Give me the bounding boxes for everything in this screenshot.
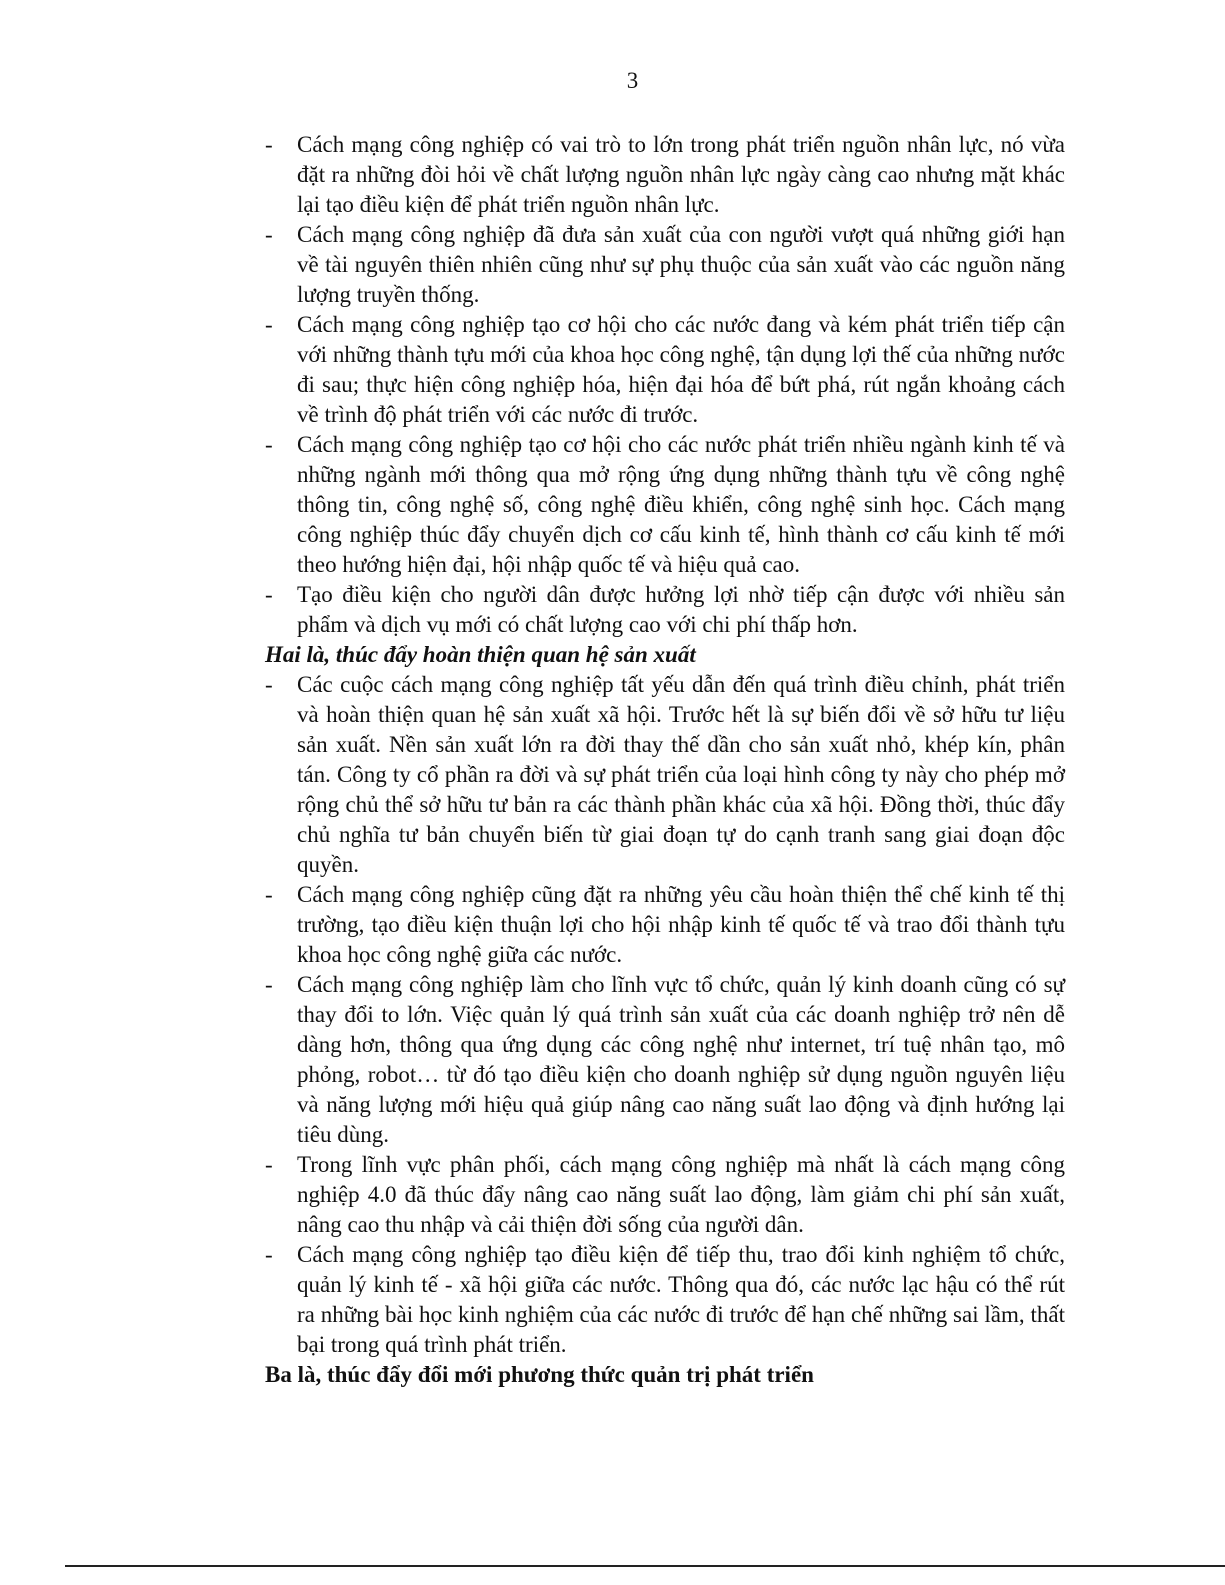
- list-item: [265, 1240, 1065, 1360]
- list-item-text: Cách mạng công nghiệp tạo cơ hội cho các nước đang và kém phát triển tiếp cận với những thành tựu mới của khoa học công nghệ, tận dụng lợi thế của những nước đi sau; thực hiện công nghiệp hóa, hiện đại hóa để bứt phá, rút ngắn khoảng cách về trình độ phát triển với các nước đi trước.: [297, 312, 1065, 427]
- bullet-dash: -: [265, 882, 273, 907]
- page-bottom-divider: [65, 1565, 1225, 1567]
- list-item-text: Cách mạng công nghiệp có vai trò to lớn trong phát triển nguồn nhân lực, nó vừa đặt ra những đòi hỏi về chất lượng nguồn nhân lực ngày càng cao nhưng mặt khác lại tạo điều kiện để phát triển nguồn nhân lực.: [297, 132, 1065, 217]
- list-item-text: Tạo điều kiện cho người dân được hưởng lợi nhờ tiếp cận được với nhiều sản phẩm và dịch vụ mới có chất lượng cao với chi phí thấp hơn.: [297, 582, 1065, 637]
- section-heading: Ba là, thúc đẩy đổi mới phương thức quản trị phát triển: [265, 1362, 814, 1387]
- list-item: [265, 670, 1065, 880]
- list-item-text: Các cuộc cách mạng công nghiệp tất yếu dẫn đến quá trình điều chỉnh, phát triển và hoàn thiện quan hệ sản xuất xã hội. Trước hết là sự biến đổi về sở hữu tư liệu sản xuất. Nền sản xuất lớn ra đời thay thế dần cho sản xuất nhỏ, khép kín, phân tán. Công ty cổ phần ra đời và sự phát triển của loại hình công ty này cho phép mở rộng chủ thể sở hữu tư bản ra các thành phần khác của xã hội. Đồng thời, thúc đẩy chủ nghĩa tư bản chuyển biến từ giai đoạn tự do cạnh tranh sang giai đoạn độc quyền.: [297, 672, 1065, 877]
- bullet-dash: -: [265, 672, 273, 697]
- list-item: [265, 130, 1065, 220]
- bullet-dash: -: [265, 1242, 273, 1267]
- bullet-dash: -: [265, 312, 273, 337]
- list-item-text: Cách mạng công nghiệp làm cho lĩnh vực tổ chức, quản lý kinh doanh cũng có sự thay đổi to lớn. Việc quản lý quá trình sản xuất của các doanh nghiệp trở nên dễ dàng hơn, thông qua ứng dụng các công nghệ như internet, trí tuệ nhân tạo, mô phỏng, robot… từ đó tạo điều kiện cho doanh nghiệp sử dụng nguồn nguyên liệu và năng lượng mới hiệu quả giúp nâng cao năng suất lao động và định hướng lại tiêu dùng.: [297, 972, 1065, 1147]
- list-item-text: Trong lĩnh vực phân phối, cách mạng công nghiệp mà nhất là cách mạng công nghiệp 4.0 đã thúc đẩy nâng cao năng suất lao động, làm giảm chi phí sản xuất, nâng cao thu nhập và cải thiện đời sống của người dân.: [297, 1152, 1065, 1237]
- bullet-dash: -: [265, 972, 273, 997]
- section-heading: Hai là, thúc đẩy hoàn thiện quan hệ sản xuất: [265, 642, 696, 667]
- list-item-text: Cách mạng công nghiệp cũng đặt ra những yêu cầu hoàn thiện thể chế kinh tế thị trường, tạo điều kiện thuận lợi cho hội nhập kinh tế quốc tế và trao đổi thành tựu khoa học công nghệ giữa các nước.: [297, 882, 1065, 967]
- list-item-text: Cách mạng công nghiệp đã đưa sản xuất của con người vượt quá những giới hạn về tài nguyên thiên nhiên cũng như sự phụ thuộc của sản xuất vào các nguồn năng lượng truyền thống.: [297, 222, 1065, 307]
- page-number: 3: [626, 68, 639, 93]
- bullet-dash: -: [265, 1152, 273, 1177]
- list-item-text: Cách mạng công nghiệp tạo điều kiện để tiếp thu, trao đổi kinh nghiệm tổ chức, quản lý kinh tế - xã hội giữa các nước. Thông qua đó, các nước lạc hậu có thể rút ra những bài học kinh nghiệm của các nước đi trước để hạn chế những sai lầm, thất bại trong quá trình phát triển.: [297, 1242, 1065, 1357]
- bullet-dash: -: [265, 132, 273, 157]
- list-item: [265, 880, 1065, 970]
- bullet-dash: -: [265, 582, 273, 607]
- bullet-dash: -: [265, 432, 273, 457]
- document-body: [265, 130, 1065, 1390]
- bullet-dash: -: [265, 222, 273, 247]
- list-item: [265, 580, 1065, 640]
- list-item: [265, 970, 1065, 1150]
- list-item: [265, 220, 1065, 310]
- list-item: [265, 1150, 1065, 1240]
- list-item: [265, 310, 1065, 430]
- list-item: [265, 430, 1065, 580]
- list-item-text: Cách mạng công nghiệp tạo cơ hội cho các nước phát triển nhiều ngành kinh tế và những ngành mới thông qua mở rộng ứng dụng những thành tựu về công nghệ thông tin, công nghệ số, công nghệ điều khiển, công nghệ sinh học. Cách mạng công nghiệp thúc đẩy chuyển dịch cơ cấu kinh tế, hình thành cơ cấu kinh tế mới theo hướng hiện đại, hội nhập quốc tế và hiệu quả cao.: [297, 432, 1065, 577]
